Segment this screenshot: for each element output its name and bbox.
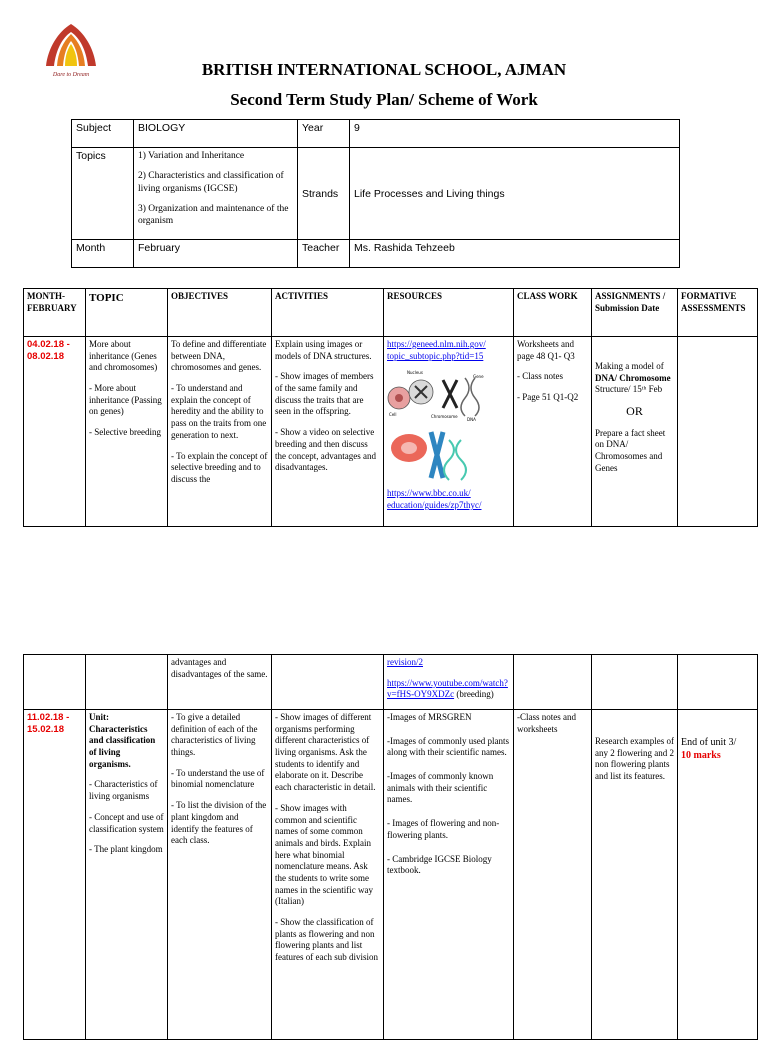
image-label-nucleus: Nucleus bbox=[407, 370, 423, 376]
row-activities bbox=[272, 337, 384, 527]
assignment-text: Research examples of any 2 flowering and 2 non flowering plants and list its features. bbox=[595, 736, 674, 782]
row-activities bbox=[272, 710, 384, 1040]
plan-title: Second Term Study Plan/ Scheme of Work bbox=[230, 90, 538, 109]
row-resources-cont bbox=[384, 655, 514, 710]
school-name: BRITISH INTERNATIONAL SCHOOL, AJMAN bbox=[201, 60, 567, 79]
header-resources: RESOURCES bbox=[384, 289, 514, 337]
resource-line: -Images of MRSGREN bbox=[387, 712, 472, 722]
activity-line: Explain using images or models of DNA structures. bbox=[275, 339, 372, 361]
objective-line: - To give a detailed definition of each of the characteristics of living things. bbox=[171, 712, 258, 758]
row-topic bbox=[86, 337, 168, 527]
month-value: February bbox=[134, 240, 298, 268]
header-objectives: OBJECTIVES bbox=[168, 289, 272, 337]
row-date: 04.02.18 - 08.02.18 bbox=[24, 337, 86, 527]
year-label: Year bbox=[298, 120, 350, 148]
topic-item: 3) Organization and maintenance of the organism bbox=[138, 204, 289, 227]
row-formative bbox=[678, 710, 758, 1040]
resource-line: -Images of commonly used plants along with their scientific names. bbox=[387, 735, 509, 758]
row-classwork: -Class notes and worksheets bbox=[514, 710, 592, 1040]
topic-unit: Unit: Characteristics and classification of living organisms. bbox=[89, 712, 156, 769]
activity-line: - Show images of different organisms performing different characteristics of living organisms. Ask the students to identify and elaborate on it. Describe each characteristic in detail. bbox=[275, 712, 376, 793]
topic-line: - The plant kingdom bbox=[89, 844, 163, 855]
objective-line: - To explain the concept of selective breeding and to discuss the bbox=[171, 450, 268, 484]
row-objectives-cont: advantages and disadvantages of the same. bbox=[168, 655, 272, 710]
assignment-or: OR bbox=[626, 404, 643, 419]
teacher-value: Ms. Rashida Tehzeeb bbox=[350, 240, 680, 268]
header-month: MONTH- FEBRUARY bbox=[24, 289, 86, 337]
topic-line: More about inheritance (Genes and chromosomes) bbox=[89, 339, 158, 373]
objective-line: To define and differentiate between DNA, chromosomes and genes. bbox=[171, 339, 267, 373]
topic-line: - Selective breeding bbox=[89, 427, 161, 438]
month-label: Month bbox=[72, 240, 134, 268]
row-objectives bbox=[168, 337, 272, 527]
assignment-text: Making a model of bbox=[595, 361, 664, 371]
topics-list bbox=[134, 148, 298, 240]
strands-value: Life Processes and Living things bbox=[350, 148, 680, 240]
header-classwork: CLASS WORK bbox=[514, 289, 592, 337]
row-topic bbox=[86, 710, 168, 1040]
activity-line: - Show a video on selective breeding and then discuss the concept, advantages and disadvantages. bbox=[275, 427, 376, 473]
topics-label: Topics bbox=[72, 148, 134, 240]
classwork-line: - Class notes bbox=[517, 371, 563, 382]
activity-line: - Show images of members of the same family and discuss the traits that are seen in the offspring. bbox=[275, 371, 374, 417]
row-assignments bbox=[592, 710, 678, 1040]
year-value: 9 bbox=[350, 120, 680, 148]
plan-table bbox=[23, 288, 758, 527]
resource-line: - Images of flowering and non-flowering plants. bbox=[387, 818, 500, 840]
header-assignments: ASSIGNMENTS / Submission Date bbox=[592, 289, 678, 337]
activity-line: - Show images with common and scientific names of some common animals and birds. Explain here what binomial nomenclature means. Ask the students to write some names in the scientific way (Italian) bbox=[275, 802, 373, 907]
topic-line: - Characteristics of living organisms bbox=[89, 779, 158, 802]
resource-link[interactable]: revision/2 bbox=[387, 657, 423, 667]
topic-line: - More about inheritance (Passing on genes) bbox=[89, 383, 162, 417]
table-row bbox=[24, 710, 758, 1040]
chromosome-image bbox=[387, 426, 477, 484]
header-activities: ACTIVITIES bbox=[272, 289, 384, 337]
topic-item: 1) Variation and Inheritance bbox=[138, 151, 245, 161]
row-objectives bbox=[168, 710, 272, 1040]
row-resources bbox=[384, 710, 514, 1040]
resource-link[interactable]: https://www.youtube.com/watch? v=fHS-OY9XDZc bbox=[387, 677, 508, 700]
activity-line: - Show the classification of plants as flowering and non flowering plants and list features of each sub division bbox=[275, 917, 378, 963]
classwork-line: - Page 51 Q1-Q2 bbox=[517, 392, 579, 403]
image-label-gene: Gene bbox=[473, 374, 484, 380]
subject-label: Subject bbox=[72, 120, 134, 148]
resource-link[interactable]: https://geneed.nlm.nih.gov/ topic_subtopic.php?tid=15 bbox=[387, 339, 486, 361]
formative-marks: 10 marks bbox=[681, 750, 721, 761]
objective-line: - To understand the use of binomial nomenclature bbox=[171, 767, 265, 790]
table-row bbox=[24, 655, 758, 710]
resource-suffix: (breeding) bbox=[454, 689, 494, 700]
image-label-chromosome: Chromosome bbox=[431, 414, 458, 420]
header-formative: FORMATIVE ASSESSMENTS bbox=[678, 289, 758, 337]
row-formative bbox=[678, 337, 758, 527]
assignment-alt: Prepare a fact sheet on DNA/ Chromosomes and Genes bbox=[595, 427, 666, 473]
plan-table-continued bbox=[23, 654, 758, 1040]
resource-line: - Cambridge IGCSE Biology textbook. bbox=[387, 853, 492, 876]
resource-line: -Images of commonly known animals with their scientific names. bbox=[387, 771, 494, 805]
formative-text: End of unit 3/ bbox=[681, 737, 737, 748]
header-topic: TOPIC bbox=[86, 289, 168, 337]
assignment-bold: DNA/ Chromosome bbox=[595, 372, 671, 383]
teacher-label: Teacher bbox=[298, 240, 350, 268]
resource-link[interactable]: https://www.bbc.co.uk/ education/guides/zp7thyc/ bbox=[387, 488, 482, 511]
image-label-cell: Cell bbox=[389, 412, 397, 418]
image-label-dna: DNA bbox=[467, 417, 476, 423]
row-resources bbox=[384, 337, 514, 527]
info-table bbox=[71, 119, 680, 268]
strands-label: Strands bbox=[298, 148, 350, 240]
objective-line: - To list the division of the plant kingdom and identify the features of each class. bbox=[171, 800, 267, 846]
dna-diagram-image bbox=[387, 368, 487, 422]
objective-line: - To understand and explain the concept of heredity and the ability to pass on the traits from one generation to next. bbox=[171, 383, 267, 440]
row-assignments bbox=[592, 337, 678, 527]
topic-item: 2) Characteristics and classification of living organisms (IGCSE) bbox=[138, 171, 284, 194]
topic-line: - Concept and use of classification system bbox=[89, 811, 164, 834]
row-classwork bbox=[514, 337, 592, 527]
logo-tagline: Dare to Dream bbox=[52, 72, 90, 78]
row-date: 11.02.18 - 15.02.18 bbox=[24, 710, 86, 1040]
classwork-line: Worksheets and page 48 Q1- Q3 bbox=[517, 339, 575, 361]
subject-value: BIOLOGY bbox=[134, 120, 298, 148]
table-row bbox=[24, 337, 758, 527]
assignment-date: Structure/ 15ᵗʰ Feb bbox=[595, 384, 663, 395]
